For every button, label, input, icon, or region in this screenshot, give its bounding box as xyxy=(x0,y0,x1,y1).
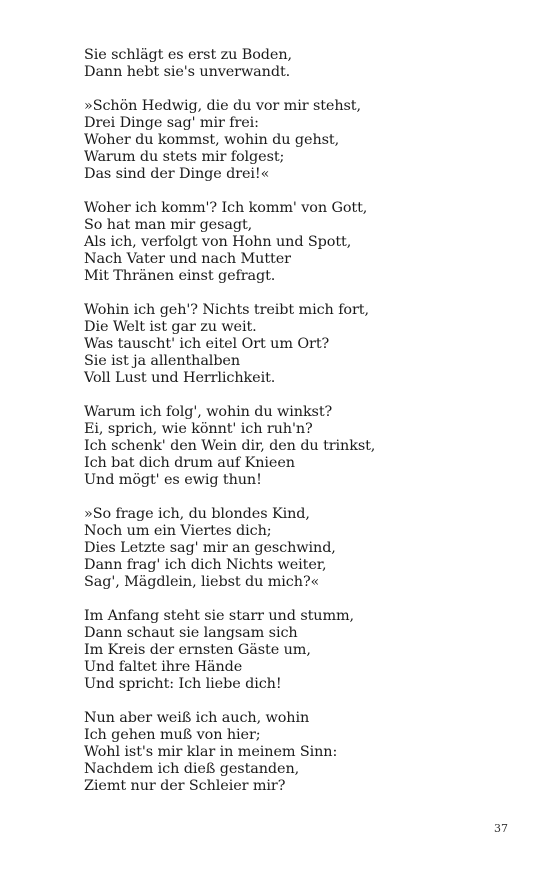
poem-line: Ich schenk' den Wein dir, den du trinkst, xyxy=(84,438,376,454)
poem-line: So hat man mir gesagt, xyxy=(84,217,253,233)
poem-line: Sie ist ja allenthalben xyxy=(84,353,241,369)
page-number: 37 xyxy=(494,822,508,835)
poem-line: Warum du stets mir folgest; xyxy=(84,149,285,165)
stanza-7 xyxy=(84,608,524,693)
poem-line: Woher ich komm'? Ich komm' von Gott, xyxy=(84,200,368,216)
poem-line: Dann hebt sie's unverwandt. xyxy=(84,64,291,80)
poem-line: Ziemt nur der Schleier mir? xyxy=(84,778,286,794)
poem-line: Ich gehen muß von hier; xyxy=(84,727,261,743)
poem-line: Nun aber weiß ich auch, wohin xyxy=(84,710,310,726)
poem-line: Als ich, verfolgt von Hohn und Spott, xyxy=(84,234,352,250)
poem-line: Nachdem ich dieß gestanden, xyxy=(84,761,300,777)
stanza-1 xyxy=(84,47,524,81)
poem-line: Und spricht: Ich liebe dich! xyxy=(84,676,282,692)
poem-line: »So frage ich, du blondes Kind, xyxy=(84,506,310,522)
poem-line: Woher du kommst, wohin du gehst, xyxy=(84,132,340,148)
poem-line: Sag', Mägdlein, liebst du mich?« xyxy=(84,574,320,590)
poem-line: Im Kreis der ernsten Gäste um, xyxy=(84,642,311,658)
poem-line: Noch um ein Viertes dich; xyxy=(84,523,272,539)
poem-line: Mit Thränen einst gefragt. xyxy=(84,268,276,284)
stanza-8 xyxy=(84,710,524,795)
stanza-5 xyxy=(84,404,524,489)
stanza-2 xyxy=(84,98,524,183)
poem-line: Wohin ich geh'? Nichts treibt mich fort, xyxy=(84,302,369,318)
poem-line: Die Welt ist gar zu weit. xyxy=(84,319,257,335)
poem-line: Dies Letzte sag' mir an geschwind, xyxy=(84,540,336,556)
poem-line: Nach Vater und nach Mutter xyxy=(84,251,291,267)
stanza-6 xyxy=(84,506,524,591)
poem-text xyxy=(84,47,524,812)
poem-line: Was tauscht' ich eitel Ort um Ort? xyxy=(84,336,330,352)
poem-line: Ei, sprich, wie könnt' ich ruh'n? xyxy=(84,421,313,437)
poem-line: Sie schlägt es erst zu Boden, xyxy=(84,47,292,63)
poem-line: Das sind der Dinge drei!« xyxy=(84,166,270,182)
stanza-3 xyxy=(84,200,524,285)
poem-line: Warum ich folg', wohin du winkst? xyxy=(84,404,333,420)
poem-line: Dann schaut sie langsam sich xyxy=(84,625,298,641)
poem-line: Ich bat dich drum auf Knieen xyxy=(84,455,295,471)
stanza-4 xyxy=(84,302,524,387)
poem-line: Dann frag' ich dich Nichts weiter, xyxy=(84,557,327,573)
poem-line: Voll Lust und Herrlichkeit. xyxy=(84,370,276,386)
poem-line: Im Anfang steht sie starr und stumm, xyxy=(84,608,355,624)
poem-line: Und mögt' es ewig thun! xyxy=(84,472,262,488)
poem-line: Drei Dinge sag' mir frei: xyxy=(84,115,259,131)
poem-line: Wohl ist's mir klar in meinem Sinn: xyxy=(84,744,338,760)
poem-line: »Schön Hedwig, die du vor mir stehst, xyxy=(84,98,361,114)
poem-line: Und faltet ihre Hände xyxy=(84,659,243,675)
